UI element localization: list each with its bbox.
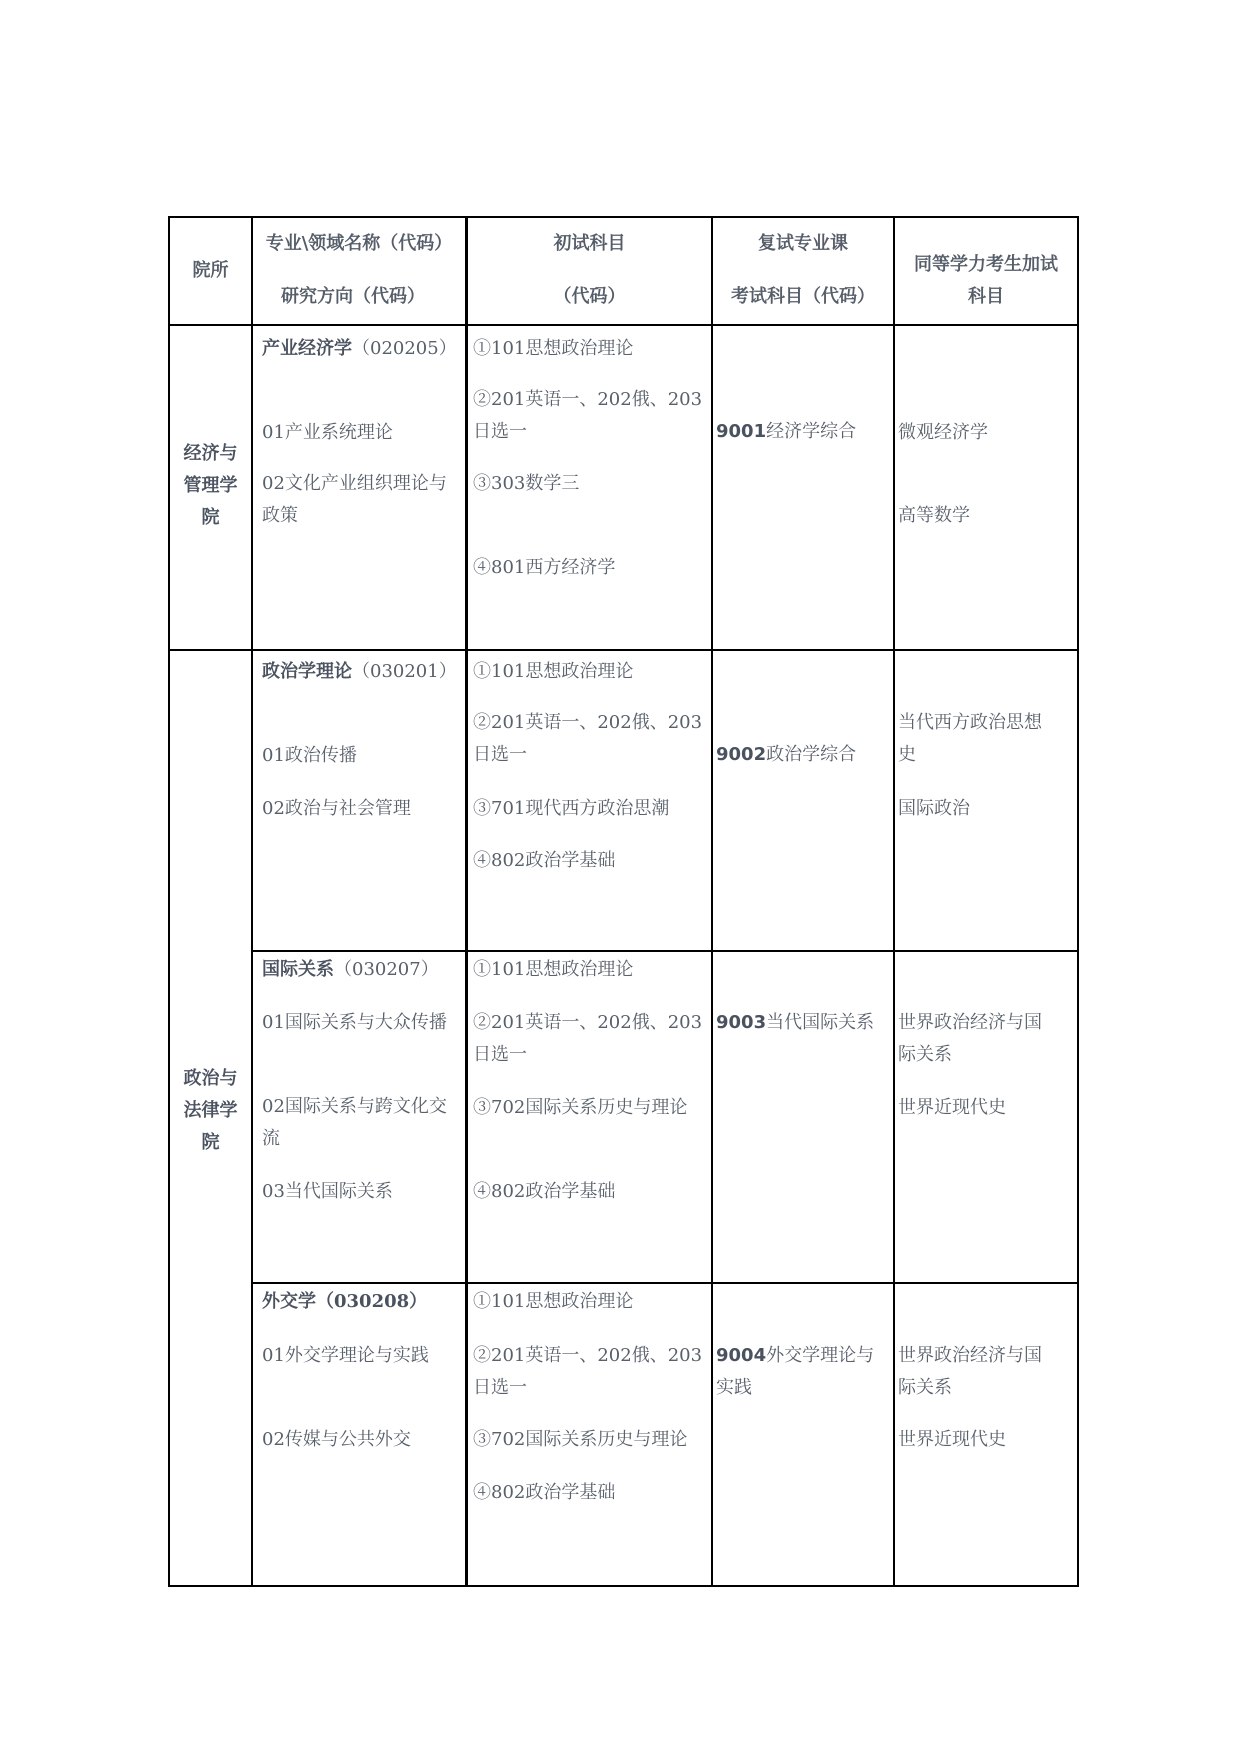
direction-item: 02政治与社会管理: [262, 798, 411, 819]
exam-item: 日选一: [473, 421, 527, 442]
exam-item: ③702国际关系历史与理论: [473, 1429, 688, 1450]
exam-item: ②201英语一、202俄、203: [473, 1345, 703, 1366]
direction-item: 政策: [262, 505, 298, 526]
exam-item: 日选一: [473, 1377, 527, 1398]
exam-item: ④801西方经济学: [473, 557, 616, 578]
extra-subject: 世界近现代史: [898, 1429, 1006, 1450]
exam-item: ②201英语一、202俄、203: [473, 389, 703, 410]
exam-item: ④802政治学基础: [473, 850, 616, 871]
exam-item: ②201英语一、202俄、203: [473, 712, 703, 733]
col-divider-4: [893, 216, 895, 1587]
direction-item: 01政治传播: [262, 745, 357, 766]
program-title: 产业经济学（020205）: [262, 338, 457, 359]
header-institute: 院所: [192, 260, 229, 281]
exam-item: 日选一: [473, 744, 527, 765]
program-title: 政治学理论（030201）: [262, 661, 457, 682]
extra-subject: 际关系: [898, 1044, 952, 1065]
exam-item: ①101思想政治理论: [473, 959, 634, 980]
extra-subject: 微观经济学: [898, 422, 988, 443]
direction-item: 02文化产业组织理论与: [262, 473, 447, 494]
header-extra-line1: 同等学力考生加试: [914, 254, 1058, 275]
table-border-top: [168, 216, 1079, 218]
exam-item: ④802政治学基础: [473, 1181, 616, 1202]
row-divider-program-3: [251, 1282, 1079, 1284]
extra-subject: 史: [898, 744, 916, 765]
exam-item: ④802政治学基础: [473, 1482, 616, 1503]
col-divider-3: [711, 216, 713, 1587]
direction-item: 01产业系统理论: [262, 422, 393, 443]
extra-subject: 际关系: [898, 1377, 952, 1398]
direction-item: 02国际关系与跨文化交: [262, 1096, 447, 1117]
retest-subject: 9002政治学综合: [716, 744, 857, 765]
exam-item: 日选一: [473, 1044, 527, 1065]
row-divider-header: [168, 324, 1079, 326]
exam-item: ①101思想政治理论: [473, 1291, 634, 1312]
header-exam-line2: （代码）: [553, 286, 626, 307]
institute-name: 政治与 法律学 院: [183, 1068, 238, 1153]
extra-subject: 世界近现代史: [898, 1097, 1006, 1118]
col-divider-2: [465, 216, 468, 1587]
extra-subject: 世界政治经济与国: [898, 1345, 1042, 1366]
extra-subject: 高等数学: [898, 505, 970, 526]
institute-name: 经济与 管理学 院: [183, 443, 238, 528]
header-retest-line1: 复试专业课: [758, 233, 848, 254]
header-program-line1: 专业\领域名称（代码）: [265, 233, 453, 254]
retest-subject: 9001经济学综合: [716, 421, 857, 442]
header-program-line2: 研究方向（代码）: [281, 286, 425, 307]
header-extra-line2: 科目: [968, 286, 1004, 307]
header-retest-line2: 考试科目（代码）: [731, 286, 875, 307]
exam-item: ①101思想政治理论: [473, 661, 634, 682]
table-border-left: [168, 216, 170, 1587]
exam-item: ①101思想政治理论: [473, 338, 634, 359]
row-divider-section: [168, 649, 1079, 651]
col-divider-1: [251, 216, 253, 1587]
table-border-right: [1077, 216, 1079, 1587]
extra-subject: 世界政治经济与国: [898, 1012, 1042, 1033]
exam-item: ②201英语一、202俄、203: [473, 1012, 703, 1033]
exam-item: ③702国际关系历史与理论: [473, 1097, 688, 1118]
direction-item: 02传媒与公共外交: [262, 1429, 411, 1450]
exam-item: ③701现代西方政治思潮: [473, 798, 670, 819]
direction-item: 01外交学理论与实践: [262, 1345, 429, 1366]
direction-item: 流: [262, 1128, 280, 1149]
row-divider-program-2: [251, 950, 1079, 952]
program-title: 国际关系（030207）: [262, 959, 439, 980]
extra-subject: 当代西方政治思想: [898, 712, 1042, 733]
exam-item: ③303数学三: [473, 473, 580, 494]
retest-subject: 9003当代国际关系: [716, 1012, 875, 1033]
table-border-bottom: [168, 1585, 1079, 1587]
extra-subject: 国际政治: [898, 798, 970, 819]
direction-item: 03当代国际关系: [262, 1181, 393, 1202]
header-exam-line1: 初试科目: [553, 233, 626, 254]
direction-item: 01国际关系与大众传播: [262, 1012, 447, 1033]
program-title: 外交学（030208）: [262, 1291, 428, 1312]
retest-subject: 9004外交学理论与 实践: [716, 1345, 875, 1398]
